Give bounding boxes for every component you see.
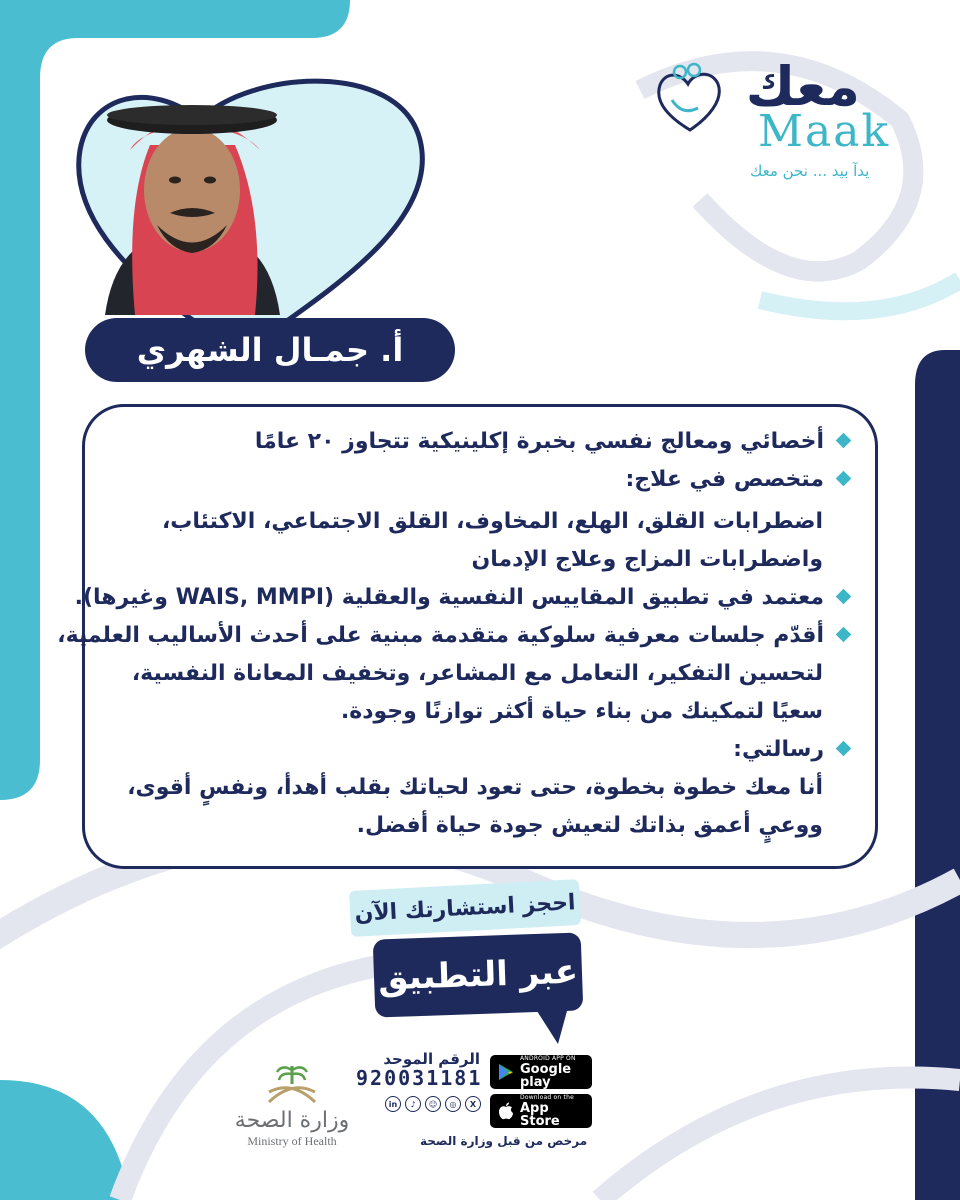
- hotline-label: الرقم الموحد: [383, 1050, 480, 1068]
- bio-card: [57, 404, 878, 869]
- doctor-portrait: [95, 85, 290, 315]
- heart-logo-icon: [650, 60, 730, 140]
- bio-line: ووعيٍ أعمق بذاتك لتعيش جودة حياة أفضل.: [356, 813, 823, 838]
- bio-line: اضطرابات القلق، الهلع، المخاوف، القلق الاجتماعي، الاكتئاب،: [161, 509, 823, 534]
- brand-name-arabic: معك: [745, 55, 860, 118]
- instagram-icon[interactable]: ◎: [445, 1096, 461, 1112]
- cta-via-app[interactable]: عبر التطبيق: [373, 932, 584, 1017]
- cta-book-now[interactable]: احجز استشارتك الآن: [349, 879, 581, 937]
- bio-line: لتحسين التفكير، التعامل مع المشاعر، وتخفيف المعاناة النفسية،: [131, 661, 823, 686]
- brand-tagline: يدآ بيد ... نحن معك: [750, 162, 870, 180]
- diamond-bullet-icon: [836, 741, 852, 757]
- social-links: [385, 1096, 481, 1112]
- diamond-bullet-icon: [836, 627, 852, 643]
- google-play-badge[interactable]: ANDROID APP ON Google play: [490, 1055, 592, 1089]
- bio-line: رسالتي:: [121, 731, 849, 769]
- app-store-badge[interactable]: Download on the App Store: [490, 1094, 592, 1128]
- doctor-name-banner: أ. جمـال الشهري: [85, 318, 455, 382]
- bio-line: أقدّم جلسات معرفية سلوكية متقدمة مبنية على أحدث الأساليب العلمية،: [121, 617, 849, 655]
- ministry-of-health-logo: [232, 1062, 352, 1162]
- tiktok-icon[interactable]: ♪: [405, 1096, 421, 1112]
- bio-line: أنا معك خطوة بخطوة، حتى تعود لحياتك بقلب أهدأ، ونفسٍ أقوى،: [127, 775, 823, 800]
- play-store-icon: [496, 1062, 516, 1082]
- diamond-bullet-icon: [836, 471, 852, 487]
- brand-name-english: Maak: [758, 106, 891, 157]
- ministry-name-arabic: وزارة الصحة: [234, 1108, 350, 1133]
- diamond-bullet-icon: [836, 433, 852, 449]
- bio-line: واضطرابات المزاج وعلاج الإدمان: [471, 547, 823, 572]
- license-note: مرخص من قبل وزارة الصحة: [420, 1134, 588, 1148]
- maak-logo: [650, 55, 910, 230]
- bio-line: أخصائي ومعالج نفسي بخبرة إكلينيكية تتجاوز ٢٠ عامًا: [121, 423, 849, 461]
- apple-icon: [496, 1101, 516, 1121]
- linkedin-icon[interactable]: in: [385, 1096, 401, 1112]
- hotline-number[interactable]: 920031181: [356, 1066, 483, 1090]
- snapchat-icon[interactable]: ☺: [425, 1096, 441, 1112]
- palm-swords-emblem-icon: [257, 1062, 327, 1108]
- bio-line: سعيًا لتمكينك من بناء حياة أكثر توازنًا وجودة.: [340, 699, 823, 724]
- ministry-name-english: Ministry of Health: [247, 1134, 337, 1148]
- x-icon[interactable]: X: [465, 1096, 481, 1112]
- bio-line: معتمد في تطبيق المقاييس النفسية والعقلية (WAIS, MMPI وغيرها).: [121, 579, 849, 617]
- diamond-bullet-icon: [836, 589, 852, 605]
- bio-line: متخصص في علاج:: [121, 461, 849, 499]
